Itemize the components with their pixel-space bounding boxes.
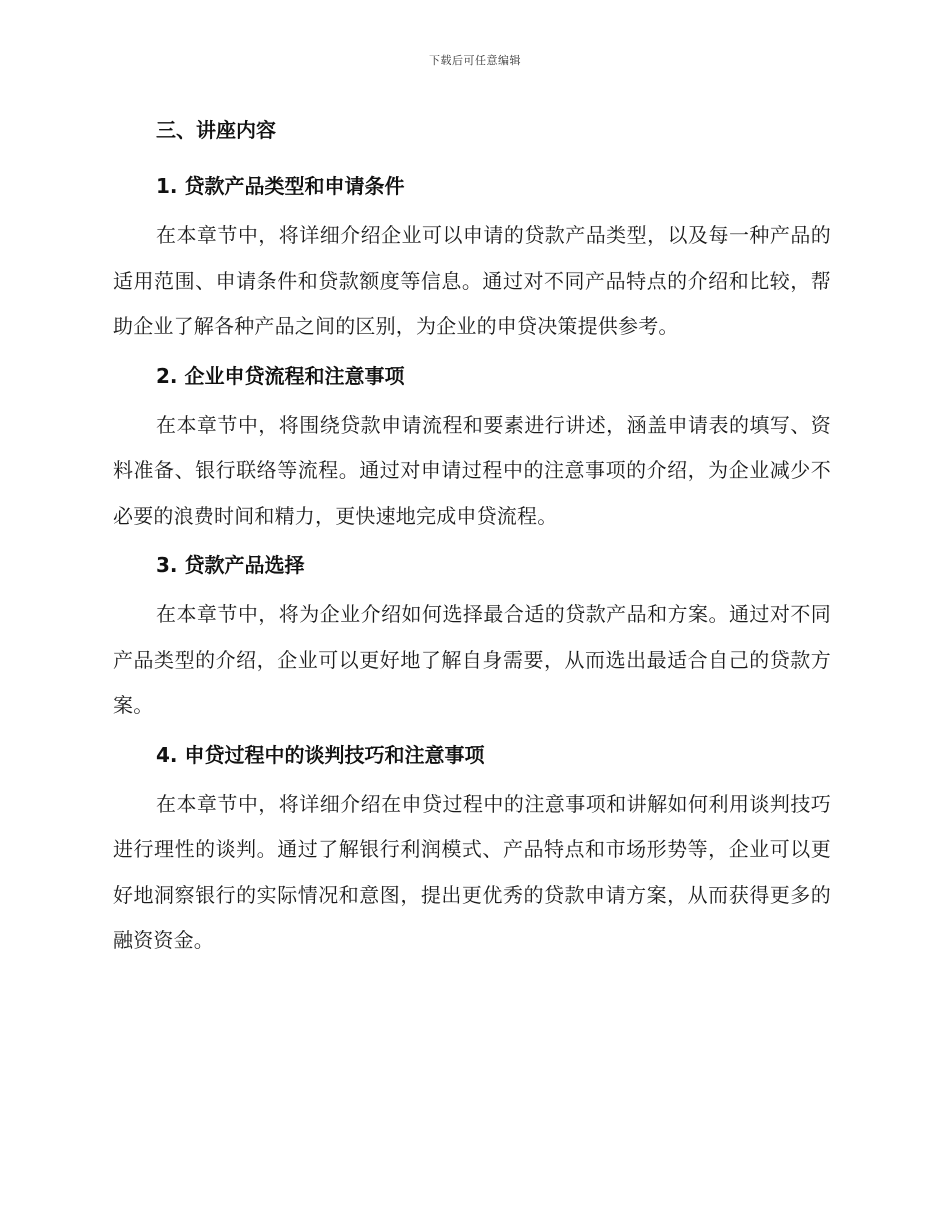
page-header: 下载后可任意编辑 [429,54,521,67]
item-heading: 2. 企业申贷流程和注意事项 [156,363,405,388]
section-item-3 [113,547,831,737]
section-item-4 [113,737,831,964]
section-item-2 [113,358,831,548]
item-heading: 3. 贷款产品选择 [156,553,305,577]
section-title: 三、讲座内容 [156,118,276,142]
item-paragraph: 在本章节中，将为企业介绍如何选择最合适的贷款产品和方案。通过对不同产品类型的介绍，企业可以更好地了解自身需要，从而选出最适合自己的贷款方案。 [113,602,831,717]
section-item-1 [113,168,831,358]
document-body [113,112,831,964]
item-heading: 4. 申贷过程中的谈判技巧和注意事项 [156,742,485,767]
item-paragraph: 在本章节中，将详细介绍在申贷过程中的注意事项和讲解如何利用谈判技巧进行理性的谈判。通过了解银行利润模式、产品特点和市场形势等，企业可以更好地洞察银行的实际情况和意图，提出更优秀的贷款申请方案，从而获得更多的融资资金。 [113,791,831,952]
item-paragraph: 在本章节中，将详细介绍企业可以申请的贷款产品类型，以及每一种产品的适用范围、申请条件和贷款额度等信息。通过对不同产品特点的介绍和比较，帮助企业了解各种产品之间的区别，为企业的申贷决策提供参考。 [113,223,831,338]
item-heading: 1. 贷款产品类型和申请条件 [156,174,405,198]
item-paragraph: 在本章节中，将围绕贷款申请流程和要素进行讲述，涵盖申请表的填写、资料准备、银行联络等流程。通过对申请过程中的注意事项的介绍，为企业减少不必要的浪费时间和精力，更快速地完成申贷流程。 [113,412,831,528]
